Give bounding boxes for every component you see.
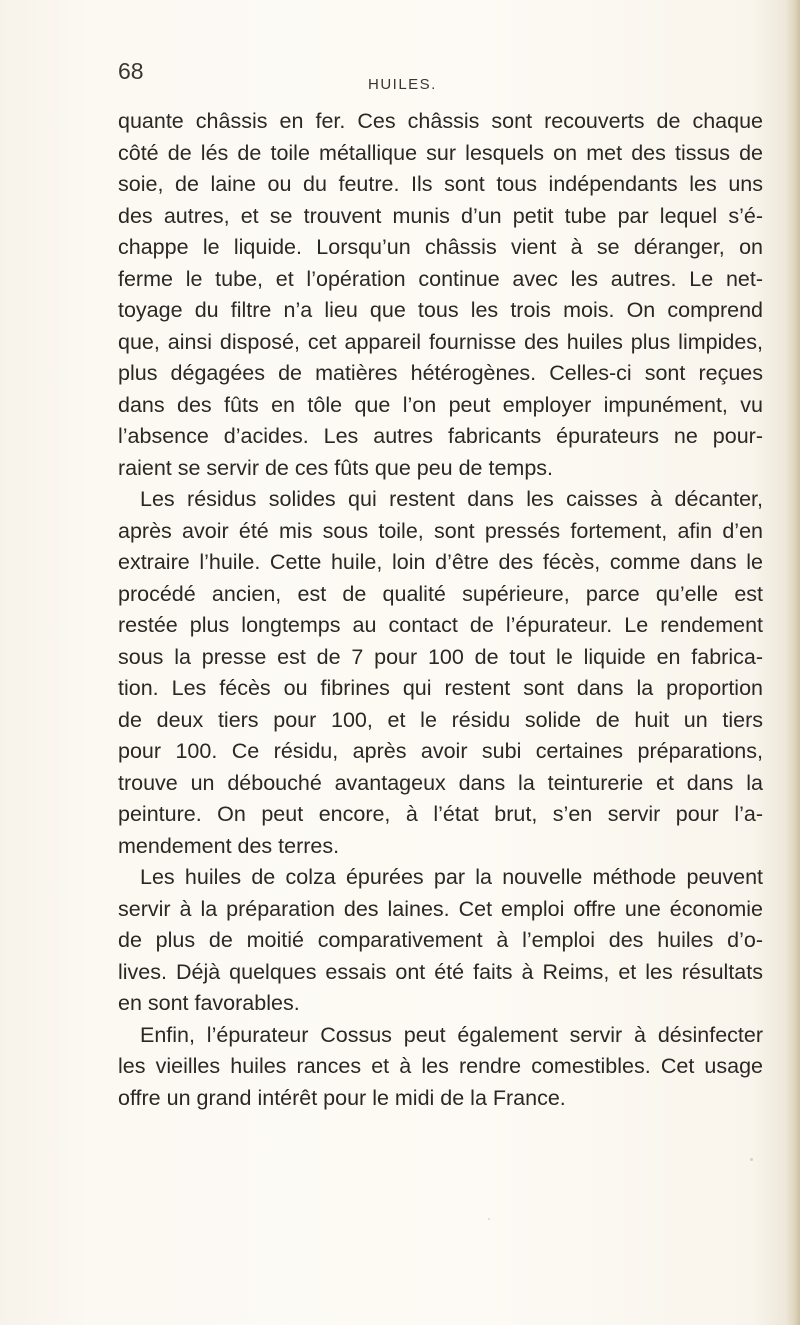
text-line: mendement des terres. xyxy=(118,833,340,858)
text-line: chappe le liquide. Lorsqu’un châssis vient à se déranger, on xyxy=(118,235,763,259)
text-line: restée plus longtemps au contact de l’épurateur. Le rendement xyxy=(118,613,763,637)
text-line: Les huiles de colza épurées par la nouvelle méthode peuvent xyxy=(140,865,763,889)
text-line: lives. Déjà quelques essais ont été faits à Reims, et les résultats xyxy=(118,959,763,984)
paper-speck xyxy=(488,1218,490,1220)
page-number: 68 xyxy=(118,58,144,84)
text-line: servir à la préparation des laines. Cet emploi offre une économie xyxy=(118,896,763,921)
text-line: toyage du filtre n’a lieu que tous les trois mois. On comprend xyxy=(118,298,763,322)
text-line: procédé ancien, est de qualité supérieure, parce qu’elle est xyxy=(118,581,763,606)
text-line: que, ainsi disposé, cet appareil fournisse des huiles plus limpides, xyxy=(118,329,763,354)
text-line: de deux tiers pour 100, et le résidu solide de huit un tiers xyxy=(118,707,763,732)
text-line: soie, de laine ou du feutre. Ils sont tous indépendants les uns xyxy=(118,172,763,196)
text-line: plus dégagées de matières hétérogènes. Celles-ci sont reçues xyxy=(118,361,763,385)
text-line: les vieilles huiles rances et à les rendre comestibles. Cet usage xyxy=(118,1054,763,1078)
text-line: trouve un débouché avantageux dans la teinturerie et dans la xyxy=(118,770,763,795)
text-line: ferme le tube, et l’opération continue avec les autres. Le net- xyxy=(118,266,763,291)
text-line: l’absence d’acides. Les autres fabricants épurateurs ne pour- xyxy=(118,424,763,448)
text-line: quante châssis en fer. Ces châssis sont recouverts de chaque xyxy=(118,109,763,133)
body-text xyxy=(118,106,763,1114)
text-line: pour 100. Ce résidu, après avoir subi certaines préparations, xyxy=(118,739,763,763)
page-edge-shadow xyxy=(786,0,800,1325)
text-line: en sont favorables. xyxy=(118,991,300,1015)
page-header xyxy=(118,58,758,98)
running-head: HUILES. xyxy=(368,76,437,93)
paper-speck xyxy=(750,1158,753,1161)
text-line: des autres, et se trouvent munis d’un petit tube par lequel s’é- xyxy=(118,203,763,228)
text-line: peinture. On peut encore, à l’état brut, s’en servir pour l’a- xyxy=(118,802,763,826)
text-line: sous la presse est de 7 pour 100 de tout le liquide en fabrica- xyxy=(118,644,763,669)
text-line: Enfin, l’épurateur Cossus peut également servir à désinfecter xyxy=(140,1022,763,1047)
text-line: après avoir été mis sous toile, sont pressés fortement, afin d’en xyxy=(118,518,763,543)
text-line: dans des fûts en tôle que l’on peut employer impunément, vu xyxy=(118,392,763,417)
text-line: de plus de moitié comparativement à l’emploi des huiles d’o- xyxy=(118,928,763,952)
text-line: côté de lés de toile métallique sur lesquels on met des tissus de xyxy=(118,140,763,165)
text-line: raient se servir de ces fûts que peu de temps. xyxy=(118,455,554,480)
text-line: extraire l’huile. Cette huile, loin d’être des fécès, comme dans le xyxy=(118,550,763,574)
text-line: Les résidus solides qui restent dans les caisses à décanter, xyxy=(140,487,763,511)
text-line: tion. Les fécès ou fibrines qui restent sont dans la proportion xyxy=(118,676,763,700)
text-line: offre un grand intérêt pour le midi de la France. xyxy=(118,1085,566,1110)
